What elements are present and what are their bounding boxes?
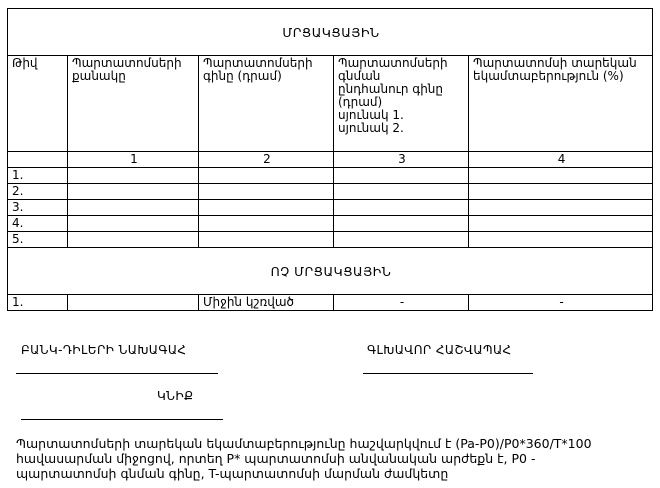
column-number: 1 bbox=[68, 152, 199, 168]
column-number: 4 bbox=[469, 152, 653, 168]
cell-total-price bbox=[334, 216, 469, 232]
cell-yield bbox=[469, 184, 653, 200]
chief-accountant-signature-line bbox=[363, 373, 533, 374]
column-header-bond-price: Պարտատոմսերի գինը (դրամ) bbox=[199, 56, 334, 152]
header-line: սյունակ 1. bbox=[338, 108, 404, 122]
section-title-competitive: ՄՐՑԱԿՑԱՅԻՆ bbox=[8, 9, 653, 56]
bond-bid-table bbox=[7, 8, 653, 311]
table-row bbox=[8, 216, 653, 232]
row-number: 5. bbox=[8, 232, 68, 248]
column-number: 2 bbox=[199, 152, 334, 168]
section-header-noncompetitive bbox=[8, 248, 653, 295]
cell-price bbox=[199, 232, 334, 248]
header-line: ընդհանուր գինը bbox=[338, 82, 444, 96]
table-row bbox=[8, 200, 653, 216]
column-number bbox=[8, 152, 68, 168]
row-number: 3. bbox=[8, 200, 68, 216]
footnote-line: Պարտատոմսերի տարեկան եկամտաբերությունը հաշվարկվում է (Pa-P0)/P0*360/T*100 bbox=[16, 436, 592, 451]
cell-quantity bbox=[68, 184, 199, 200]
table-row bbox=[8, 168, 653, 184]
cell-yield: - bbox=[469, 295, 653, 311]
cell-yield bbox=[469, 216, 653, 232]
cell-total-price bbox=[334, 200, 469, 216]
column-header-bond-quantity: Պարտատոմսերի քանակը bbox=[68, 56, 199, 152]
cell-quantity bbox=[68, 216, 199, 232]
row-number: 2. bbox=[8, 184, 68, 200]
yield-formula-footnote bbox=[16, 436, 656, 481]
cell-price: Միջին կշռված bbox=[199, 295, 334, 311]
cell-price bbox=[199, 216, 334, 232]
cell-quantity bbox=[68, 232, 199, 248]
cell-price bbox=[199, 184, 334, 200]
cell-total-price: - bbox=[334, 295, 469, 311]
cell-price bbox=[199, 200, 334, 216]
header-line: Պարտատոմսերի bbox=[338, 56, 448, 70]
column-header-number: Թիվ bbox=[8, 56, 68, 152]
header-line: (դրամ) bbox=[338, 95, 383, 109]
footnote-line: հավասարման միջոցով, որտեղ P* պարտատոմսի անվանական արժեքն է, P0 - bbox=[16, 451, 536, 466]
cell-total-price bbox=[334, 232, 469, 248]
row-number: 1. bbox=[8, 295, 68, 311]
cell-total-price bbox=[334, 168, 469, 184]
chief-accountant-label: ԳԼԽԱՎՈՐ ՀԱՇՎԱՊԱՀ bbox=[367, 343, 512, 357]
column-number-row bbox=[8, 152, 653, 168]
cell-yield bbox=[469, 200, 653, 216]
column-header-row bbox=[8, 56, 653, 152]
header-line: սյունակ 2. bbox=[338, 121, 404, 135]
section-title-noncompetitive: ՈՉ ՄՐՑԱԿՑԱՅԻՆ bbox=[8, 248, 653, 295]
cell-total-price bbox=[334, 184, 469, 200]
cell-quantity bbox=[68, 168, 199, 184]
bank-dealer-chairman-label: ԲԱՆԿ-ԴԻԼԵՐԻ ՆԱԽԱԳԱՀ bbox=[21, 343, 187, 357]
header-line: գնման bbox=[338, 69, 381, 83]
row-number: 1. bbox=[8, 168, 68, 184]
column-header-annual-yield: Պարտատոմսի տարեկան եկամտաբերություն (%) bbox=[469, 56, 653, 152]
column-header-total-purchase-price bbox=[334, 56, 469, 152]
table-row bbox=[8, 295, 653, 311]
row-number: 4. bbox=[8, 216, 68, 232]
bank-dealer-chairman-signature-line bbox=[16, 373, 218, 374]
footnote-line: պարտատոմսի գնման գինը, T-պարտատոմսի մարման ժամկետը bbox=[16, 466, 449, 481]
cell-quantity bbox=[68, 200, 199, 216]
cell-yield bbox=[469, 232, 653, 248]
cell-price bbox=[199, 168, 334, 184]
table-row bbox=[8, 232, 653, 248]
seal-label: ԿՆԻՔ bbox=[157, 389, 194, 403]
seal-line bbox=[21, 419, 223, 420]
cell-yield bbox=[469, 168, 653, 184]
section-header-competitive bbox=[8, 9, 653, 56]
column-number: 3 bbox=[334, 152, 469, 168]
cell-quantity bbox=[68, 295, 199, 311]
table-row bbox=[8, 184, 653, 200]
